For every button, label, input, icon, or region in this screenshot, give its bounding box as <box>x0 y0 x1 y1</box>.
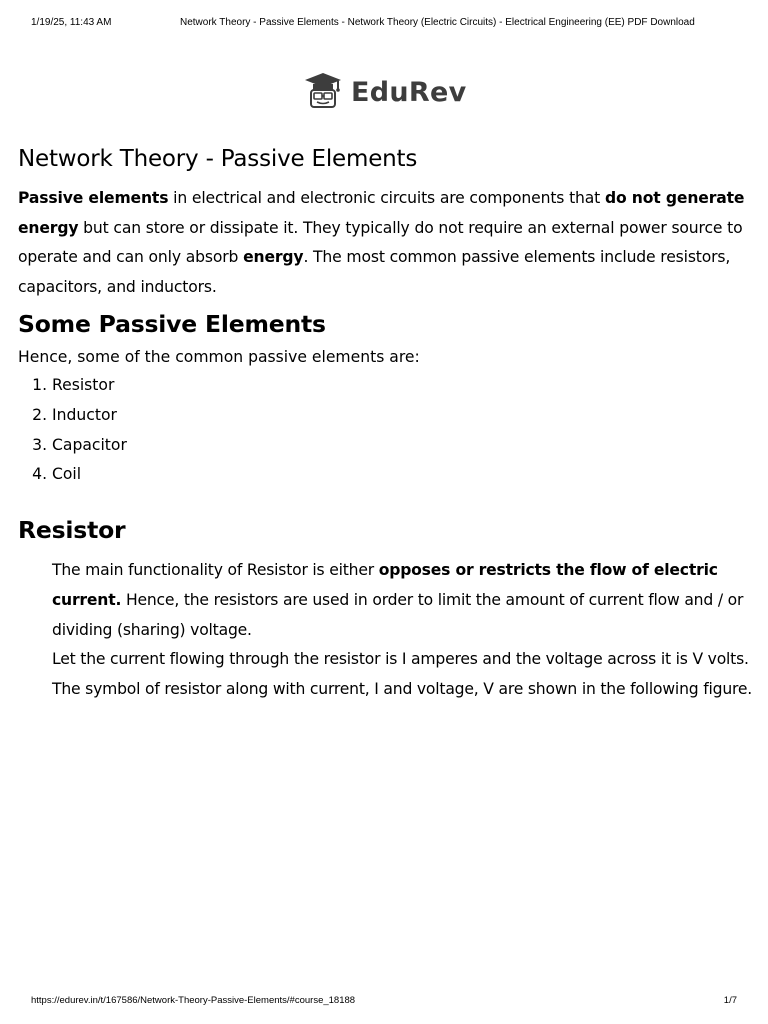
resistor-description <box>18 556 753 705</box>
passive-elements-list <box>18 371 753 490</box>
list-item: 3. Capacitor <box>52 431 753 461</box>
list-item: 1. Resistor <box>52 371 753 401</box>
graduation-cap-student-icon <box>303 71 343 113</box>
list-item: 2. Inductor <box>52 401 753 431</box>
page-number: 1/7 <box>723 995 737 1006</box>
print-timestamp: 1/19/25, 11:43 AM <box>31 17 112 28</box>
resistor-text-2: Hence, the resistors are used in order to limit the amount of current flow and / or dividing (sharing) voltage. <box>52 590 744 639</box>
print-url: https://edurev.in/t/167586/Network-Theory-Passive-Elements/#course_18188 <box>31 995 356 1006</box>
page-title: Network Theory - Passive Elements <box>18 146 418 172</box>
intro-text-3: . The most common passive elements include resistors, capacitors, and inductors. <box>18 248 731 296</box>
edurev-logo[interactable] <box>303 72 467 112</box>
intro-bold-2: do not generate energy <box>18 189 745 237</box>
section-lead: Hence, some of the common passive elements are: <box>18 348 420 367</box>
intro-bold-1: Passive elements <box>18 189 169 207</box>
resistor-paragraph-2: Let the current flowing through the resistor is I amperes and the voltage across it is V volts. The symbol of resistor along with current, I and voltage, V are shown in the following figure. <box>52 650 753 698</box>
intro-text-1: in electrical and electronic circuits are components that <box>168 189 605 207</box>
resistor-bold-1: opposes or restricts the flow of electric current. <box>52 561 718 609</box>
print-header <box>0 17 768 31</box>
section-heading-passive-elements: Some Passive Elements <box>18 310 326 339</box>
print-footer <box>0 995 768 1009</box>
resistor-paragraph-1 <box>52 556 753 645</box>
article-content <box>18 142 753 705</box>
section-heading-resistor: Resistor <box>18 516 126 545</box>
resistor-text-1: The main functionality of Resistor is either <box>52 561 379 580</box>
intro-text-2: but can store or dissipate it. They typically do not require an external power source to operate and can only absorb <box>18 218 743 267</box>
print-document-title: Network Theory - Passive Elements - Network Theory (Electric Circuits) - Electrical Engineering (EE) PDF Download <box>180 17 695 28</box>
intro-bold-3: energy <box>243 248 304 267</box>
intro-paragraph <box>18 184 753 302</box>
list-item: 4. Coil <box>52 460 753 490</box>
logo-text: EduRev <box>351 76 467 108</box>
